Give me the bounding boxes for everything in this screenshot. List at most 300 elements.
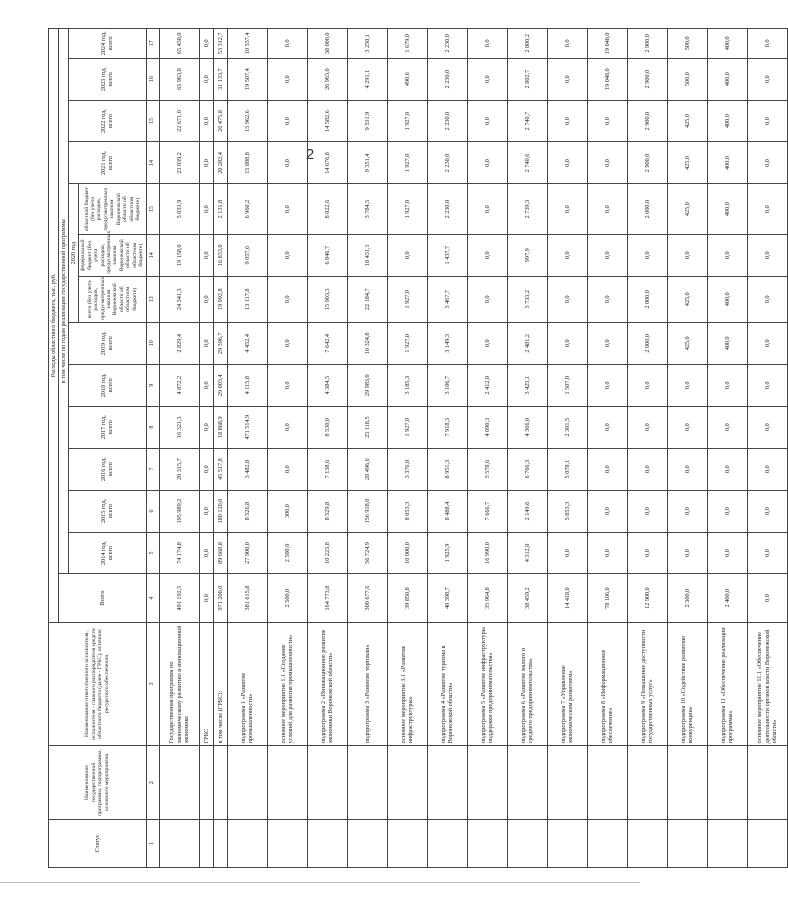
status-cell	[213, 819, 227, 867]
value-cell: 7 138,6	[307, 448, 347, 490]
value-cell: 0,0	[587, 100, 627, 142]
page-number: 2	[305, 146, 315, 163]
value-cell: 0,0	[547, 276, 587, 322]
value-cell: 10 223,8	[307, 532, 347, 574]
value-cell: 1 927,0	[387, 100, 427, 142]
value-cell: 45 517,8	[213, 448, 227, 490]
value-cell: 0,0	[547, 234, 587, 276]
value-cell: 28 496,6	[347, 448, 387, 490]
value-cell: 2 900,0	[627, 100, 667, 142]
value-cell: 0,0	[747, 184, 787, 234]
value-cell: 0,0	[267, 364, 307, 406]
value-cell: 6 960,2	[227, 184, 267, 234]
header-2024: 2024 год, всего	[69, 29, 146, 59]
value-cell: 53 312,7	[213, 29, 227, 59]
value-cell: 400,0	[707, 100, 747, 142]
column-number: 4	[146, 574, 159, 622]
value-cell: 2 000,0	[627, 184, 667, 234]
total-cell: 78 106,0	[587, 574, 627, 622]
source-cell: подпрограмма 5 «Развитие инфраструктуры поддержки предпринимательства»	[467, 622, 507, 746]
status-cell	[467, 819, 507, 867]
value-cell: 0,0	[267, 58, 307, 100]
value-cell: 6 766,3	[507, 448, 547, 490]
value-cell: 4 312,0	[507, 532, 547, 574]
value-cell: 0,0	[587, 364, 627, 406]
total-cell: 0,0	[747, 574, 787, 622]
value-cell: 997,9	[507, 234, 547, 276]
table-row	[199, 29, 213, 868]
value-cell: 0,0	[667, 448, 707, 490]
value-cell: 8 022,6	[307, 184, 347, 234]
source-cell: подпрограмма 8 «Информационное обеспечение»	[587, 622, 627, 746]
value-cell: 2 900,0	[627, 29, 667, 59]
value-cell: 0,0	[587, 234, 627, 276]
value-cell: 156 918,0	[347, 490, 387, 532]
value-cell: 0,0	[199, 29, 213, 59]
value-cell: 400,0	[707, 184, 747, 234]
value-cell: 0,0	[627, 448, 667, 490]
value-cell: 1 927,0	[387, 406, 427, 448]
value-cell: 3 482,8	[227, 448, 267, 490]
value-cell: 3 425,1	[507, 364, 547, 406]
table-row	[707, 29, 747, 868]
header-total: Всего	[59, 574, 146, 622]
value-cell: 15 888,8	[227, 142, 267, 184]
header-2023: 2023 год, всего	[69, 58, 146, 100]
value-cell: 400,0	[707, 276, 747, 322]
value-cell: 0,0	[587, 322, 627, 364]
value-cell: 0,0	[587, 184, 627, 234]
value-cell: 2 800,2	[507, 29, 547, 59]
value-cell: 14 582,6	[307, 100, 347, 142]
value-cell: 29 983,0	[347, 364, 387, 406]
value-cell: 8 951,3	[427, 448, 467, 490]
total-cell: 300 677,6	[347, 574, 387, 622]
header-2016: 2016 год, всего	[69, 448, 146, 490]
status-cell	[347, 819, 387, 867]
value-cell: 4 452,4	[227, 322, 267, 364]
value-cell: 1 927,0	[387, 322, 427, 364]
source-cell: подпрограмма 11 «Обеспечение реализации программы»	[707, 622, 747, 746]
value-cell: 0,0	[587, 276, 627, 322]
value-cell: 2 149,6	[507, 490, 547, 532]
source-cell: подпрограмма 1 «Развитие промышленности»	[227, 622, 267, 746]
value-cell: 0,0	[747, 142, 787, 184]
value-cell: 0,0	[587, 532, 627, 574]
header-2015: 2015 год, всего	[69, 490, 146, 532]
value-cell: 0,0	[267, 29, 307, 59]
value-cell: 15 903,3	[307, 276, 347, 322]
source-cell: ГРБС	[199, 622, 213, 746]
total-cell: 40 398,7	[427, 574, 467, 622]
column-number: 10	[146, 322, 159, 364]
value-cell: 10 324,8	[347, 322, 387, 364]
value-cell: 0,0	[547, 100, 587, 142]
source-cell: подпрограмма 10 «Содействие развитию конкуренции»	[667, 622, 707, 746]
source-cell: подпрограмма 3 «Развитие торговли»	[347, 622, 387, 746]
value-cell: 0,0	[667, 490, 707, 532]
column-number: 17	[146, 29, 159, 59]
value-cell: 27 900,0	[227, 532, 267, 574]
table-row	[427, 29, 467, 868]
value-cell: 0,0	[199, 234, 213, 276]
value-cell: 16 990,0	[467, 532, 507, 574]
total-cell: 2 500,0	[267, 574, 307, 622]
source-cell: подпрограмма 4 «Развитие туризма в Воронежской области»	[427, 622, 467, 746]
value-cell: 0,0	[747, 448, 787, 490]
header-status: Статус	[49, 819, 147, 867]
value-cell: 0,0	[747, 234, 787, 276]
program-cell	[747, 746, 787, 819]
column-number: 9	[146, 364, 159, 406]
value-cell: 4 384,5	[307, 364, 347, 406]
value-cell: 18 868,9	[213, 406, 227, 448]
value-cell: 0,0	[199, 58, 213, 100]
value-cell: 10 537,4	[227, 29, 267, 59]
value-cell: 4 291,1	[347, 58, 387, 100]
program-cell	[387, 746, 427, 819]
value-cell: 18 431,1	[347, 234, 387, 276]
value-cell: 3 733,2	[507, 276, 547, 322]
value-cell: 65 438,0	[159, 29, 199, 59]
status-cell	[267, 819, 307, 867]
value-cell: 0,0	[267, 100, 307, 142]
value-cell: 0,0	[199, 406, 213, 448]
value-cell: 0,0	[467, 184, 507, 234]
value-cell: 0,0	[587, 448, 627, 490]
program-cell	[587, 746, 627, 819]
value-cell: 2 740,7	[507, 100, 547, 142]
value-cell: 3 185,3	[387, 364, 427, 406]
total-cell: 35 964,8	[467, 574, 507, 622]
value-cell: 8 530,0	[307, 406, 347, 448]
column-number: 1	[146, 819, 159, 867]
rotated-page	[48, 28, 778, 868]
value-cell: 0,0	[267, 184, 307, 234]
value-cell: 29 396,7	[213, 322, 227, 364]
value-cell: 8 529,8	[307, 490, 347, 532]
value-cell: 1 437,7	[427, 234, 467, 276]
status-cell	[227, 819, 267, 867]
value-cell: 425,0	[667, 322, 707, 364]
value-cell: 0,0	[747, 364, 787, 406]
value-cell: 31 133,7	[213, 58, 227, 100]
value-cell: 13 117,8	[227, 276, 267, 322]
program-cell	[627, 746, 667, 819]
value-cell: 3 250,1	[347, 29, 387, 59]
value-cell: 8 053,3	[387, 490, 427, 532]
value-cell: 9 531,9	[347, 100, 387, 142]
program-cell	[507, 746, 547, 819]
total-cell: 14 418,0	[547, 574, 587, 622]
table-row	[547, 29, 587, 868]
scan-edge-line	[0, 882, 640, 883]
value-cell: 0,0	[627, 364, 667, 406]
column-number: 6	[146, 490, 159, 532]
value-cell: 0,0	[199, 490, 213, 532]
value-cell: 1 679,0	[387, 29, 427, 59]
value-cell: 0,0	[747, 100, 787, 142]
total-cell: 381 615,8	[227, 574, 267, 622]
value-cell: 9 057,6	[227, 234, 267, 276]
value-cell: 0,0	[267, 322, 307, 364]
value-cell: 4 115,8	[227, 364, 267, 406]
value-cell: 0,0	[199, 532, 213, 574]
value-cell: 490,6	[387, 58, 427, 100]
source-cell: подпрограмма 6 «Развитие малого и среднего предпринимательства»	[507, 622, 547, 746]
value-cell: 0,0	[707, 406, 747, 448]
program-cell	[707, 746, 747, 819]
column-number: 14	[146, 142, 159, 184]
value-cell: 2 301,5	[547, 406, 587, 448]
value-cell: 5 578,6	[467, 448, 507, 490]
column-number-row	[146, 29, 159, 868]
status-cell	[547, 819, 587, 867]
table-body	[159, 29, 787, 868]
value-cell: 3 467,7	[427, 276, 467, 322]
value-cell: 2 000,0	[627, 276, 667, 322]
header-budget-group: Расходы областного бюджета, тыс. руб.	[49, 29, 59, 623]
table-row	[747, 29, 787, 868]
value-cell: 2 230,0	[427, 58, 467, 100]
value-cell: 0,0	[587, 406, 627, 448]
value-cell: 19 048,0	[587, 29, 627, 59]
value-cell: 7 918,3	[427, 406, 467, 448]
status-cell	[427, 819, 467, 867]
table-row	[347, 29, 387, 868]
program-cell	[227, 746, 267, 819]
header-2014: 2014 год, всего	[69, 532, 146, 574]
status-cell	[707, 819, 747, 867]
status-cell	[747, 819, 787, 867]
column-number: 5	[146, 532, 159, 574]
value-cell: 0,0	[267, 448, 307, 490]
value-cell: 0,0	[467, 58, 507, 100]
value-cell: 0,0	[627, 490, 667, 532]
value-cell: 26 963,0	[307, 58, 347, 100]
status-cell	[307, 819, 347, 867]
value-cell: 0,0	[627, 532, 667, 574]
value-cell: 2 900,0	[627, 58, 667, 100]
table-row	[467, 29, 507, 868]
value-cell: 0,0	[199, 100, 213, 142]
value-cell: 3 376,0	[387, 448, 427, 490]
value-cell: 2 500,0	[267, 532, 307, 574]
value-cell: 4 366,0	[507, 406, 547, 448]
value-cell: 0,0	[627, 406, 667, 448]
value-cell: 471 514,9	[227, 406, 267, 448]
value-cell: 19 992,8	[213, 276, 227, 322]
value-cell: 65 963,0	[159, 58, 199, 100]
program-cell	[307, 746, 347, 819]
value-cell: 4 090,3	[467, 406, 507, 448]
value-cell: 425,0	[667, 142, 707, 184]
header-source: Наименование ответственного исполнителя, исполнителя - главного распорядителя средств областного бюджета (далее - ГРБС), источник ресурсного обеспечения	[49, 622, 147, 746]
table-row	[307, 29, 347, 868]
source-cell: подпрограмма 7 «Управление экономическим развитием»	[547, 622, 587, 746]
value-cell: 89 668,8	[213, 532, 227, 574]
value-cell: 25 118,5	[347, 406, 387, 448]
value-cell: 1 507,0	[547, 364, 587, 406]
source-cell: в том числе (ГРБС):	[213, 622, 227, 746]
table-row	[213, 29, 227, 868]
value-cell: 6 846,7	[307, 234, 347, 276]
value-cell: 2 740,6	[507, 142, 547, 184]
value-cell: 425,0	[667, 276, 707, 322]
value-cell: 15 962,6	[227, 100, 267, 142]
value-cell: 2 230,0	[427, 29, 467, 59]
value-cell: 2 230,0	[427, 142, 467, 184]
value-cell: 14 676,8	[307, 142, 347, 184]
value-cell: 3 106,7	[427, 364, 467, 406]
value-cell: 1 927,0	[387, 184, 427, 234]
program-cell	[547, 746, 587, 819]
value-cell: 26 475,8	[213, 100, 227, 142]
source-cell: основное мероприятие 1.1 «Создание условий для развития промышленности»	[267, 622, 307, 746]
total-cell: 164 773,8	[307, 574, 347, 622]
status-cell	[587, 819, 627, 867]
value-cell: 400,0	[707, 322, 747, 364]
value-cell: 7 642,4	[307, 322, 347, 364]
value-cell: 2 829,4	[159, 322, 199, 364]
column-number: 7	[146, 448, 159, 490]
value-cell: 1 927,0	[387, 276, 427, 322]
total-cell: 2 300,0	[667, 574, 707, 622]
value-cell: 7 666,7	[467, 490, 507, 532]
column-number: 8	[146, 406, 159, 448]
budget-table	[48, 28, 788, 868]
header-2018: 2018 год, всего	[69, 364, 146, 406]
value-cell: 0,0	[199, 364, 213, 406]
column-number: 15	[146, 184, 159, 234]
program-cell	[159, 746, 199, 819]
column-number: 15	[146, 100, 159, 142]
value-cell: 0,0	[467, 276, 507, 322]
header-2017: 2017 год, всего	[69, 406, 146, 448]
value-cell: 0,0	[707, 364, 747, 406]
value-cell: 0,0	[387, 234, 427, 276]
value-cell: 24 341,3	[159, 276, 199, 322]
value-cell: 2 900,0	[627, 142, 667, 184]
table-row	[227, 29, 267, 868]
value-cell: 9 351,4	[347, 142, 387, 184]
value-cell: 0,0	[747, 490, 787, 532]
column-number: 14	[146, 234, 159, 276]
value-cell: 0,0	[547, 184, 587, 234]
source-cell: Государственная программа по экономическому развитию и инновационной экономике	[159, 622, 199, 746]
status-cell	[627, 819, 667, 867]
value-cell: 0,0	[587, 142, 627, 184]
table-row	[387, 29, 427, 868]
value-cell: 2 230,0	[427, 184, 467, 234]
column-number: 3	[146, 622, 159, 746]
value-cell: 0,0	[547, 142, 587, 184]
value-cell: 0,0	[547, 58, 587, 100]
value-cell: 500,0	[667, 58, 707, 100]
value-cell: 425,0	[667, 184, 707, 234]
value-cell: 16 321,3	[159, 406, 199, 448]
value-cell: 0,0	[267, 234, 307, 276]
header-2019: 2019 год, всего	[69, 322, 146, 364]
value-cell: 16 833,0	[213, 234, 227, 276]
value-cell: 0,0	[667, 406, 707, 448]
value-cell: 0,0	[587, 490, 627, 532]
value-cell: 5 853,3	[547, 490, 587, 532]
value-cell: 0,0	[267, 276, 307, 322]
value-cell: 0,0	[747, 58, 787, 100]
value-cell: 56 724,9	[347, 532, 387, 574]
status-cell	[199, 819, 213, 867]
value-cell: 0,0	[707, 532, 747, 574]
value-cell: 20 315,7	[159, 448, 199, 490]
value-cell: 0,0	[467, 322, 507, 364]
header-2020-federal: федеральный бюджет (без учета расходов, предусмотренных законом Воронежской области об областном бюджете)	[79, 234, 146, 276]
table-row	[159, 29, 199, 868]
value-cell: 0,0	[667, 364, 707, 406]
value-cell: 8 488,4	[427, 490, 467, 532]
value-cell: 0,0	[199, 184, 213, 234]
value-cell: 0,0	[199, 448, 213, 490]
value-cell: 0,0	[199, 276, 213, 322]
total-cell: 39 850,8	[387, 574, 427, 622]
source-cell: основное мероприятие 11.1 «Обеспечение деятельности органов власти Воронежской области»	[747, 622, 787, 746]
table-row	[667, 29, 707, 868]
value-cell: 20 282,4	[213, 142, 227, 184]
value-cell: 74 174,8	[159, 532, 199, 574]
value-cell: 2 230,0	[427, 100, 467, 142]
value-cell: 425,0	[667, 100, 707, 142]
value-cell: 2 481,2	[507, 322, 547, 364]
value-cell: 400,0	[707, 29, 747, 59]
value-cell: 22 184,7	[347, 276, 387, 322]
source-cell: подпрограмма 9 «Повышение доступности государственных услуг»	[627, 622, 667, 746]
program-cell	[213, 746, 227, 819]
value-cell: 0,0	[467, 100, 507, 142]
value-cell: 3 149,3	[427, 322, 467, 364]
value-cell: 0,0	[747, 276, 787, 322]
value-cell: 2 000,0	[627, 322, 667, 364]
total-cell: 971 200,0	[213, 574, 227, 622]
value-cell: 0,0	[199, 142, 213, 184]
total-cell: 491 192,5	[159, 574, 199, 622]
source-cell: подпрограмма 2 «Инновационное развитие экономики Воронежской области»	[307, 622, 347, 746]
value-cell: 0,0	[467, 234, 507, 276]
value-cell: 23 039,2	[159, 142, 199, 184]
value-cell: 0,0	[467, 142, 507, 184]
value-cell: 180 120,0	[213, 490, 227, 532]
program-cell	[667, 746, 707, 819]
value-cell: 0,0	[267, 406, 307, 448]
rotated-table-area	[48, 28, 778, 868]
table-row	[627, 29, 667, 868]
table-row	[267, 29, 307, 868]
header-2021: 2021 год, всего	[69, 142, 146, 184]
value-cell: 2 412,0	[467, 364, 507, 406]
value-cell: 2 739,3	[507, 184, 547, 234]
program-cell	[467, 746, 507, 819]
value-cell: 0,0	[667, 234, 707, 276]
header-2020-regional: областной бюджет (без учета расходов, предусмотренных законом Воронежской области об областном бюджете)	[79, 184, 146, 234]
value-cell: 0,0	[199, 322, 213, 364]
value-cell: 0,0	[667, 532, 707, 574]
total-cell: 12 900,0	[627, 574, 667, 622]
value-cell: 19 158,0	[159, 234, 199, 276]
value-cell: 38 000,0	[307, 29, 347, 59]
total-cell: 0,0	[199, 574, 213, 622]
total-cell: 2 400,0	[707, 574, 747, 622]
program-cell	[347, 746, 387, 819]
value-cell: 10 000,0	[387, 532, 427, 574]
